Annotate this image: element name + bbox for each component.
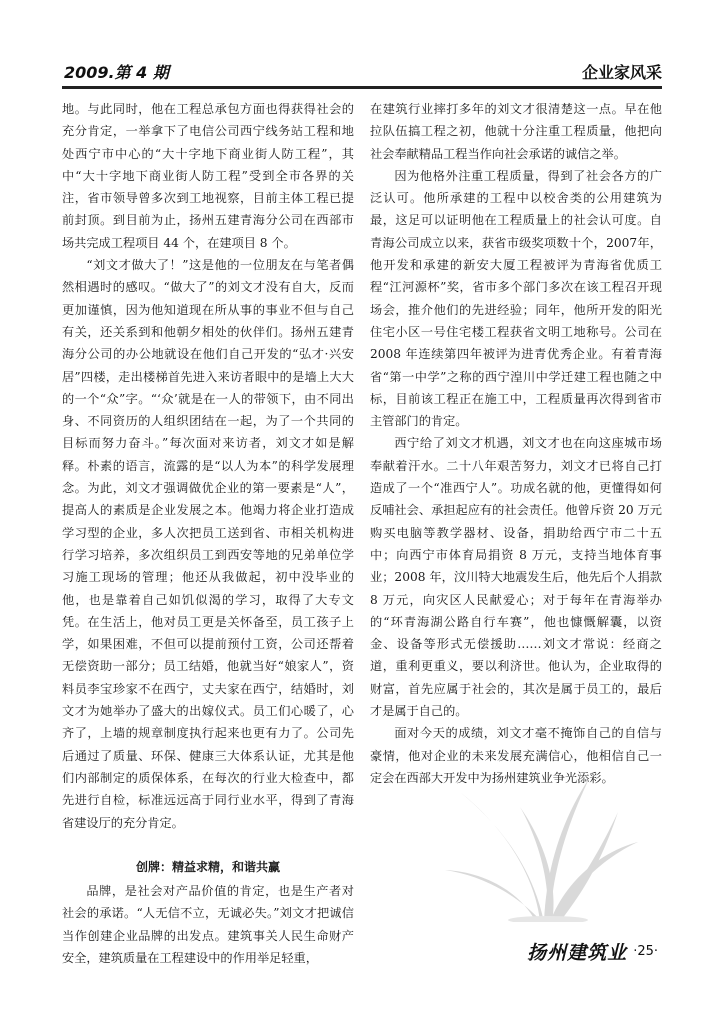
page-header (62, 58, 662, 89)
paragraph: 品牌，是社会对产品价值的肯定，也是生产者对社会的承诺。“人无信不立，无诚必失。”刘文才把诚信当作创建企业品牌的出发点。建筑事关人民生命财产安全，建筑质量在工程建设中的作用举足轻重， (62, 884, 354, 965)
paragraph: “刘文才做大了！”这是他的一位朋友在与笔者偶然相遇时的感叹。“做大了”的刘文才没有自大，反而更加谨慎，因为他知道现在所从事的事业不但与自己有关，还关系到和他朝夕相处的伙伴们。扬州五建青海分公司的办公地就设在他们自己开发的“弘才·兴安居”四楼，走出楼梯首先进入来访者眼中的是墙上大大的一个“众”字。“‘众’就是在一人的带领下，由不同出身、不同资历的人组织团结在一起，为了一个共同的目标而努力奋斗。”每次面对来访者，刘文才如是解释。朴素的语言，流露的是“以人为本”的科学发展理念。为此，刘文才强调做优企业的第一要素是“人”，提高人的素质是企业发展之本。他竭力将企业打造成学习型的企业，多人次把员工送到省、市相关机构进行学习培养，多次组织员工到西安等地的兄弟单位学习施工现场的管理；他还从我做起，初中没毕业的他，也是靠着自己如饥似渴的学习，取得了大专文凭。在生活上，他对员工更是关怀备至，员工孩子上学，如果困难，不但可以提前预付工资，公司还帮着无偿资助一部分；员工结婚，他就当好“娘家人”，资料员李宝珍家不在西宁，丈夫家在西宁，结婚时，刘文才为她举办了盛大的出嫁仪式。员工们心暖了，心齐了，上墙的规章制度执行起来也更有力了。公司先后通过了质量、环保、健康三大体系认证，尤其是他们内部制定的质保体系，在每次的行业大检查中，都先进行自检，标准远远高于同行业水平，得到了青海省建设厅的充分肯定。 (62, 258, 354, 830)
issue-label: 2009.第 4 期 (64, 63, 169, 82)
right-column (370, 98, 662, 789)
page-footer (527, 938, 658, 965)
paragraph: 西宁给了刘文才机遇，刘文才也在向这座城市场奉献着汗水。二十八年艰苦努力，刘文才已将自己打造成了一个“准西宁人”。功成名就的他，更懂得如何反哺社会、承担起应有的社会责任。他曾斥资 20 万元购买电脑等教学器材、设备，捐助给西宁市二十五中；向西宁市体育局捐资 8 万元，支持当地体育事业；2008 年，汶川特大地震发生后，他先后个人捐款 8 万元，向灾区人民献爱心；对于每年在青海举办的“环青海湖公路自行车赛”，他也慷慨解囊，以资金、设备等形式无偿援助……刘文才常说：经商之道，重利更重义，要以利济世。他认为，企业取得的财富，首先应属于社会的，其次是属于员工的，最后才是属于自己的。 (370, 436, 662, 719)
paragraph: 在建筑行业摔打多年的刘文才很清楚这一点。早在他拉队伍搞工程之初，他就十分注重工程质量，他把向社会奉献精品工程当作向社会承诺的诚信之举。 (370, 102, 662, 161)
section-heading: 创牌：精益求精，和谐共赢 (135, 859, 280, 874)
paragraph: 因为他格外注重工程质量，得到了社会各方的广泛认可。他所承建的工程中以校舍类的公用建筑为最，这足可以证明他在工程质量上的社会认可度。自青海公司成立以来，获省市级奖项数十个，2007年，他开发和承建的新安大厦工程被评为青海省优质工程“江河源杯”奖，省市多个部门多次在该工程召开现场会，推介他们的先进经验；同年，他所开发的阳光住宅小区一号住宅楼工程获省文明工地称号。公司在 2008 年连续第四年被评为进青优秀企业。有着青海省“第一中学”之称的西宁湟川中学迁建工程也随之中标，目前该工程正在施工中，工程质量再次得到省市主管部门的肯定。 (370, 168, 662, 429)
orchid-grass-watermark-icon (440, 772, 640, 922)
paragraph: 面对今天的成绩，刘文才毫不掩饰自己的自信与豪情，他对企业的未来发展充满信心，他相信自己一定会在西部大开发中为扬州建筑业争光添彩。 (370, 726, 662, 785)
paragraph: 地。与此同时，他在工程总承包方面也得获得社会的充分肯定，一举拿下了电信公司西宁线务站工程和地处西宁市中心的“大十字地下商业街人防工程”，其中“大十字地下商业街人防工程”受到全市各界的关注，省市领导曾多次到工地视察，目前主体工程已提前封顶。到目前为止，扬州五建青海分公司在西部市场共完成工程项目 44 个，在建项目 8 个。 (62, 102, 354, 250)
left-column (62, 98, 354, 969)
column-name: 企业家风采 (581, 63, 662, 82)
page-number: ·25· (633, 944, 658, 959)
magazine-brand: 扬州建筑业 (527, 942, 628, 964)
